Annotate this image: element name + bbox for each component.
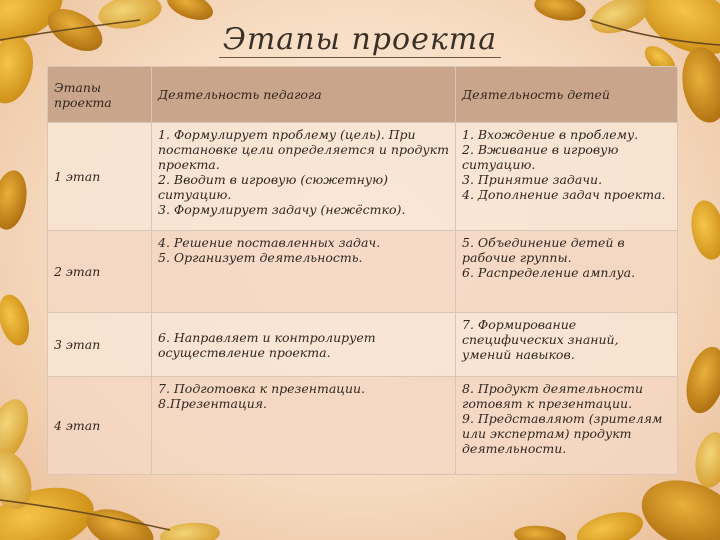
- children-item: 1. Вхождение в проблему.: [462, 127, 639, 142]
- teacher-cell: [152, 313, 456, 377]
- children-cell: [456, 231, 678, 313]
- teacher-item: 6. Направляет и контролирует осуществление проекта.: [158, 329, 376, 360]
- table-row-stage-4: [48, 377, 678, 475]
- table-row-stage-1: [48, 123, 678, 231]
- stage-cell: 4 этап: [48, 377, 152, 475]
- children-item: 5. Объединение детей в рабочие группы.: [462, 235, 625, 265]
- children-item: 3. Принятие задачи.: [462, 172, 603, 187]
- children-item: 9. Представляют (зрителям или экспертам) продукт деятельности.: [462, 411, 663, 456]
- stage-cell: 2 этап: [48, 231, 152, 313]
- table-row-stage-2: [48, 231, 678, 313]
- leaf-cluster-right: [680, 198, 720, 418]
- header-stages: Этапы проекта: [48, 67, 152, 123]
- table-row-stage-3: [48, 313, 678, 377]
- teacher-item: 8.Презентация.: [158, 396, 268, 411]
- children-item: 7. Формирование специфических знаний, умений навыков.: [462, 317, 619, 362]
- children-item: 4. Дополнение задач проекта.: [462, 187, 666, 202]
- teacher-item: 7. Подготовка к презентации.: [158, 381, 366, 396]
- teacher-cell: [152, 123, 456, 231]
- teacher-cell: [152, 377, 456, 475]
- leaf-cluster-left: [0, 168, 36, 467]
- project-stages-table: [47, 66, 678, 475]
- teacher-cell: [152, 231, 456, 313]
- stage-cell: 3 этап: [48, 313, 152, 377]
- children-item: 8. Продукт деятельности готовят к презентации.: [462, 381, 644, 411]
- stage-cell: 1 этап: [48, 123, 152, 231]
- children-item: 6. Распределение амплуа.: [462, 265, 636, 280]
- children-cell: [456, 313, 678, 377]
- teacher-item: 5. Организует деятельность.: [158, 250, 363, 265]
- children-cell: [456, 123, 678, 231]
- teacher-item: 3. Формулирует задачу (нежёстко).: [158, 202, 406, 217]
- page-title-text: Этапы проекта: [219, 22, 501, 58]
- teacher-item: 4. Решение поставленных задач.: [158, 235, 381, 250]
- table-header-row: [48, 67, 678, 123]
- children-item: 2. Вживание в игровую ситуацию.: [462, 142, 619, 172]
- page-title: [0, 22, 720, 57]
- teacher-item: 1. Формулирует проблему (цель). При постановке цели определяется и продукт проекта.: [158, 127, 449, 172]
- teacher-item: 2. Вводит в игровую (сюжетную) ситуацию.: [158, 172, 389, 202]
- header-teacher-activity: Деятельность педагога: [152, 67, 456, 123]
- children-cell: [456, 377, 678, 475]
- header-children-activity: Деятельность детей: [456, 67, 678, 123]
